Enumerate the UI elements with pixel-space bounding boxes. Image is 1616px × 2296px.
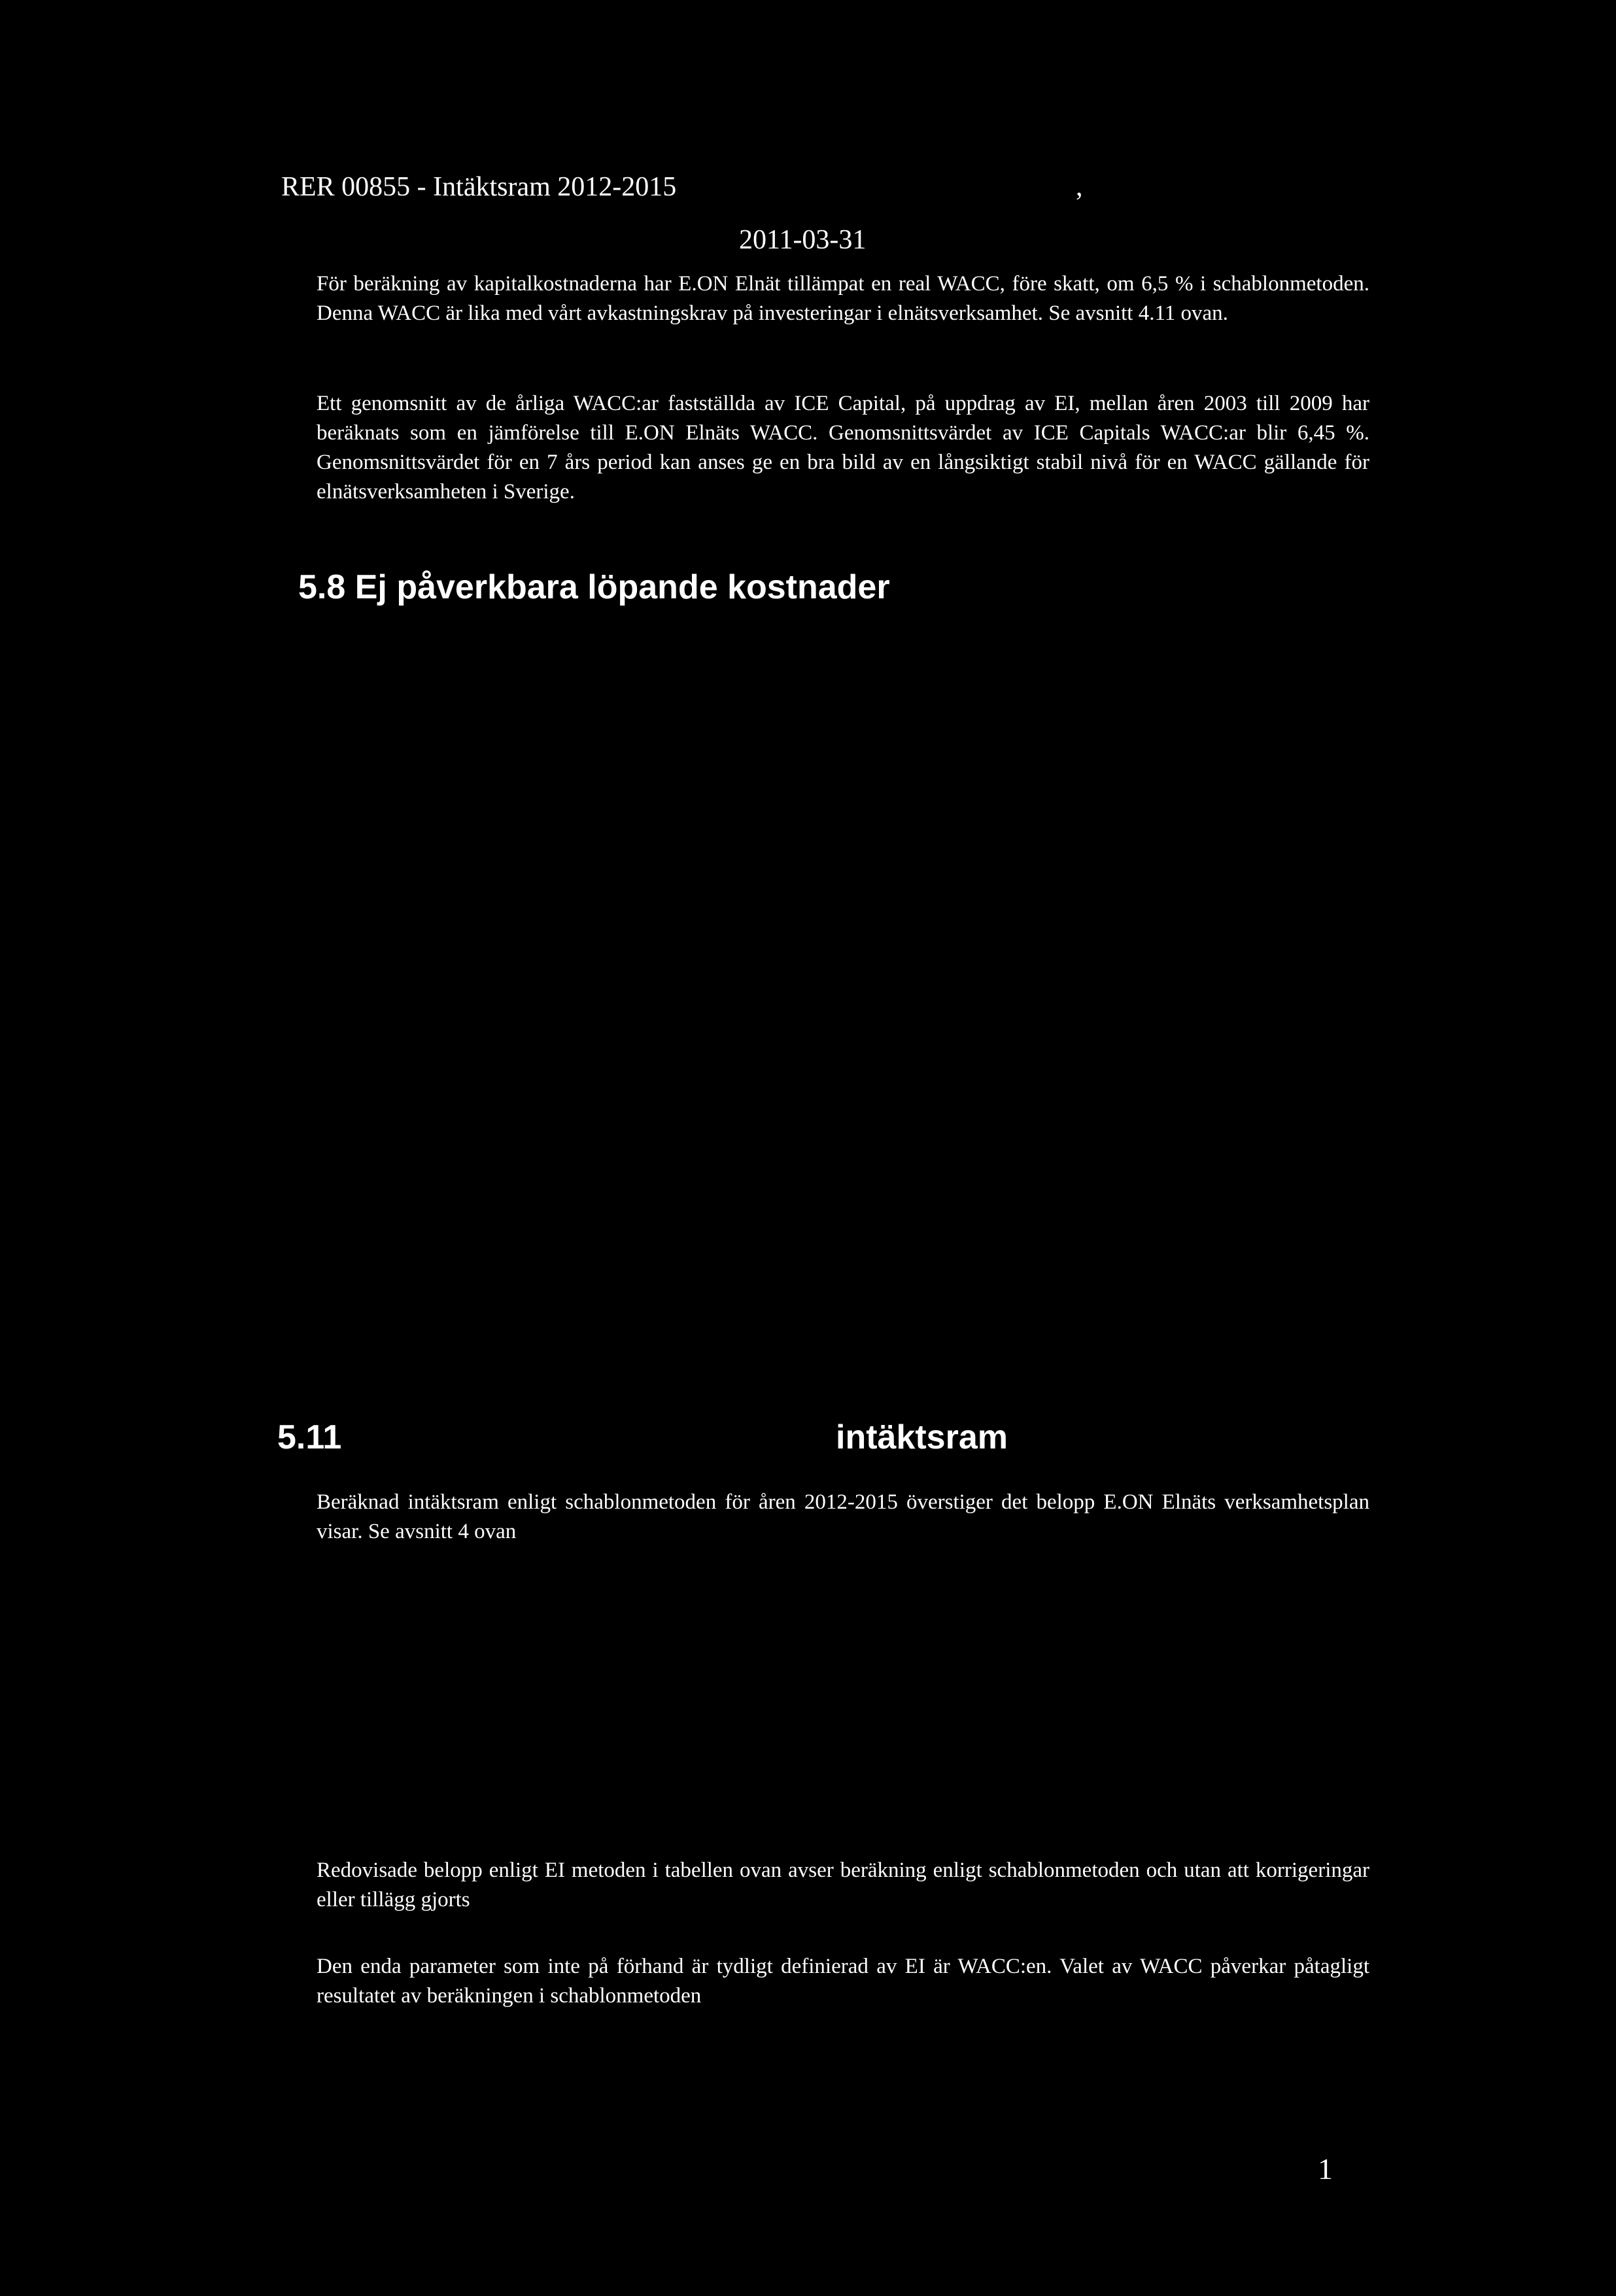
- section-heading-5-8: 5.8 Ej påverkbara löpande kostnader: [298, 568, 890, 606]
- paragraph-reported-amounts: Redovisade belopp enligt EI metoden i tabellen ovan avser beräkning enligt schablonmetoden och utan att korrigeringar eller tillägg gjorts: [317, 1859, 1369, 1911]
- section-heading-5-11-number: 5.11: [277, 1418, 342, 1456]
- paragraph-revenue-frame: Beräknad intäktsram enligt schablonmetoden för åren 2012-2015 överstiger det belopp E.ON Elnäts verksamhetsplan visar. Se avsnitt 4 ovan: [317, 1490, 1369, 1543]
- paragraph-wacc-parameter: Den enda parameter som inte på förhand är tydligt definierad av EI är WACC:en. Valet av WACC påverkar påtagligt resultatet av beräkningen i schablonmetoden: [317, 1955, 1369, 2008]
- header-mark: ,: [1076, 172, 1083, 202]
- paragraph-wacc-calculation: För beräkning av kapitalkostnaderna har E.ON Elnät tillämpat en real WACC, före skatt, om 6,5 % i schablonmetoden. Denna WACC är lika med vårt avkastningskrav på investeringar i elnätsverksamhet. Se avsnitt 4.11 ovan.: [317, 272, 1369, 325]
- document-date: 2011-03-31: [739, 225, 867, 255]
- page-number: 1: [1318, 2152, 1333, 2185]
- document-header-title: RER 00855 - Intäktsram 2012-2015: [281, 172, 677, 202]
- paragraph-wacc-average: Ett genomsnitt av de årliga WACC:ar fastställda av ICE Capital, på uppdrag av EI, mellan åren 2003 till 2009 har beräknats som en jämförelse till E.ON Elnäts WACC. Genomsnittsvärdet av ICE Capitals WACC:ar blir 6,45 %. Genomsnittsvärdet för en 7 års period kan anses ge en bra bild av en långsiktigt stabil nivå för en WACC gällande för elnätsverksamheten i Sverige.: [317, 392, 1369, 504]
- section-heading-5-11-title: intäktsram: [836, 1418, 1008, 1456]
